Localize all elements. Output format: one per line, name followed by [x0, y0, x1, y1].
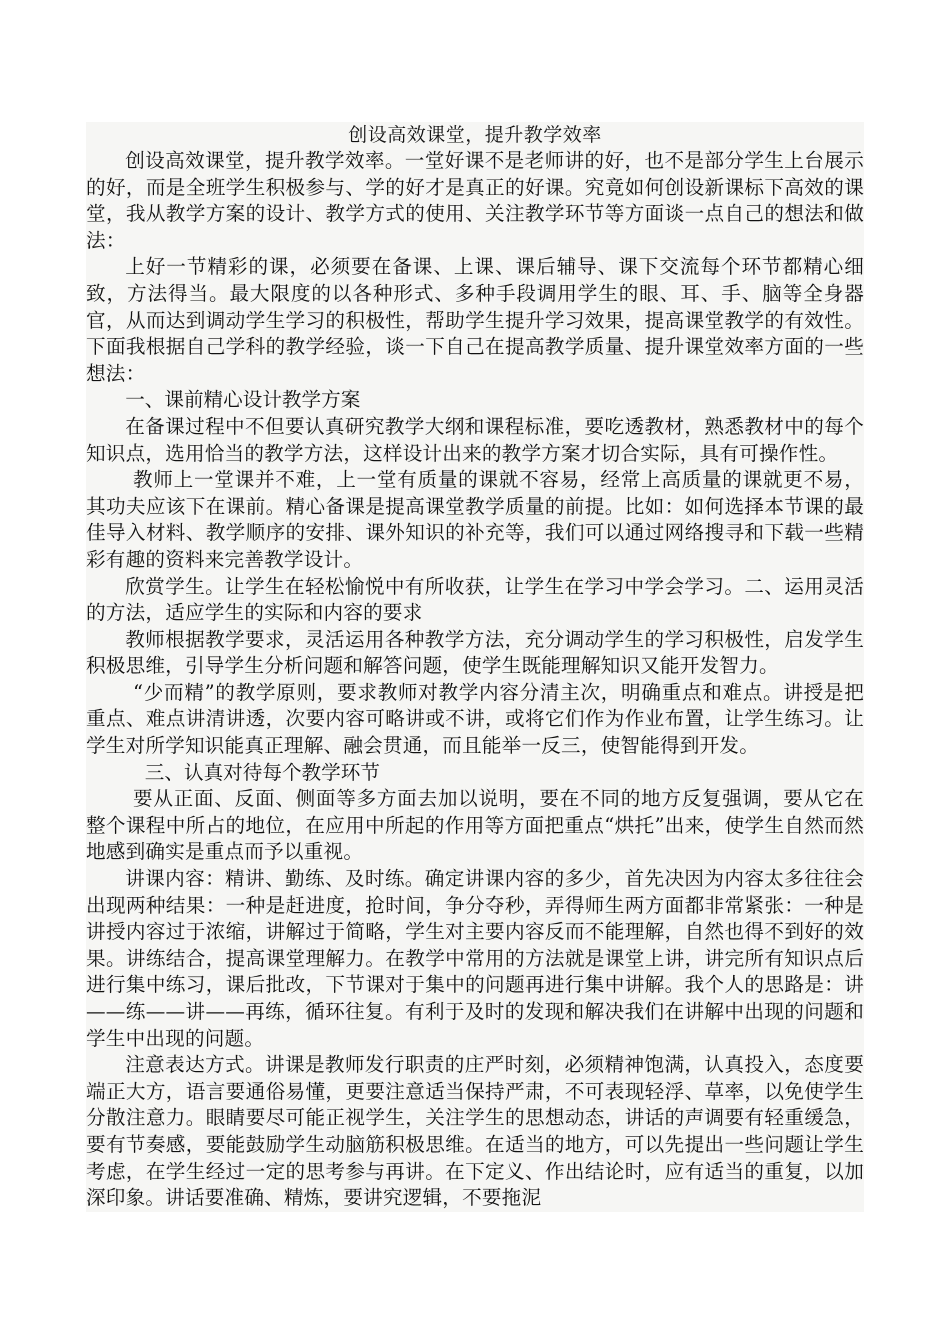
paragraph-overview: 上好一节精彩的课，必须要在备课、上课、课后辅导、课下交流每个环节都精心细致，方法得当。最大限度的以各种形式、多种手段调用学生的眼、耳、手、脑等全身器官，从而达到调动学生学习的积极性，帮助学生提升学习效果，提高课堂教学的有效性。下面我根据自己学科的教学经验，谈一下自己在提高教学质量、提升课堂效率方面的一些想法： [86, 255, 864, 385]
paragraph-expression: 注意表达方式。讲课是教师发行职责的庄严时刻，必须精神饱满，认真投入，态度要端正大方，语言要通俗易懂，更要注意适当保持严肃，不可表现轻浮、草率，以免使学生分散注意力。眼睛要尽可能正视学生，关注学生的思想动态，讲话的声调要有轻重缓急，要有节奏感，要能鼓励学生动脑筋积极思维。在适当的地方，可以先提出一些问题让学生考虑，在学生经过一定的思考参与再讲。在下定义、作出结论时，应有适当的重复，以加深印象。讲话要准确、精炼，要讲究逻辑，不要拖泥 [86, 1053, 864, 1210]
paragraph-appreciate-students: 欣赏学生。让学生在轻松愉悦中有所收获，让学生在学习中学会学习。二、运用灵活的方法，适应学生的实际和内容的要求 [86, 574, 864, 625]
document-body [86, 122, 864, 1212]
section-heading-1: 一、课前精心设计教学方案 [125, 388, 361, 412]
paragraph-lecture-content: 讲课内容：精讲、勤练、及时练。确定讲课内容的多少，首先决因为内容太多往往会出现两种结果：一种是赶进度，抢时间，争分夺秒，弄得师生两方面都非常紧张：一种是讲授内容过于浓缩，讲解过于简略，学生对主要内容反而不能理解，自然也得不到好的效果。讲练结合，提高课堂理解力。在教学中常用的方法就是课堂上讲，讲完所有知识点后进行集中练习，课后批改，下节课对于集中的问题再进行集中讲解。我个人的思路是：讲——练——讲——再练，循环往复。有利于及时的发现和解决我们在讲解中出现的问题和学生中出现的问题。 [86, 867, 864, 1050]
paragraph-teaching-methods: 教师根据教学要求，灵活运用各种教学方法，充分调动学生的学习积极性，启发学生积极思维，引导学生分析问题和解答问题，使学生既能理解知识又能开发智力。 [86, 627, 864, 678]
paragraph-emphasis: 要从正面、反面、侧面等多方面去加以说明，要在不同的地方反复强调，要从它在整个课程中所占的地位，在应用中所起的作用等方面把重点“烘托”出来，使学生自然而然地感到确实是重点而予以重视。 [86, 787, 864, 864]
paragraph-less-but-better: “少而精”的教学原则，要求教师对教学内容分清主次，明确重点和难点。讲授是把重点、难点讲清讲透，次要内容可略讲或不讲，或将它们作为作业布置，让学生练习。让学生对所学知识能真正理解、融会贯通，而且能举一反三，使智能得到开发。 [86, 680, 864, 758]
section-heading-3: 三、认真对待每个教学环节 [144, 760, 380, 784]
paragraph-intro: 创设高效课堂，提升教学效率。一堂好课不是老师讲的好，也不是部分学生上台展示的好，而是全班学生积极参与、学的好才是真正的好课。究竟如何创设新课标下高效的课堂，我从教学方案的设计、教学方式的使用、关注教学环节等方面谈一点自己的想法和做法： [86, 149, 864, 252]
document-title: 创设高效课堂，提升教学效率 [348, 124, 602, 146]
paragraph-preparation: 在备课过程中不但要认真研究教学大纲和课程标准，要吃透教材，熟悉教材中的每个知识点，选用恰当的教学方法，这样设计出来的教学方案才切合实际，具有可操作性。 [86, 414, 864, 465]
paragraph-before-class: 教师上一堂课并不难，上一堂有质量的课就不容易，经常上高质量的课就更不易，其功夫应该下在课前。精心备课是提高课堂教学质量的前提。比如：如何选择本节课的最佳导入材料、教学顺序的安排、课外知识的补充等，我们可以通过网络搜寻和下载一些精彩有趣的资料来完善教学设计。 [86, 468, 864, 571]
